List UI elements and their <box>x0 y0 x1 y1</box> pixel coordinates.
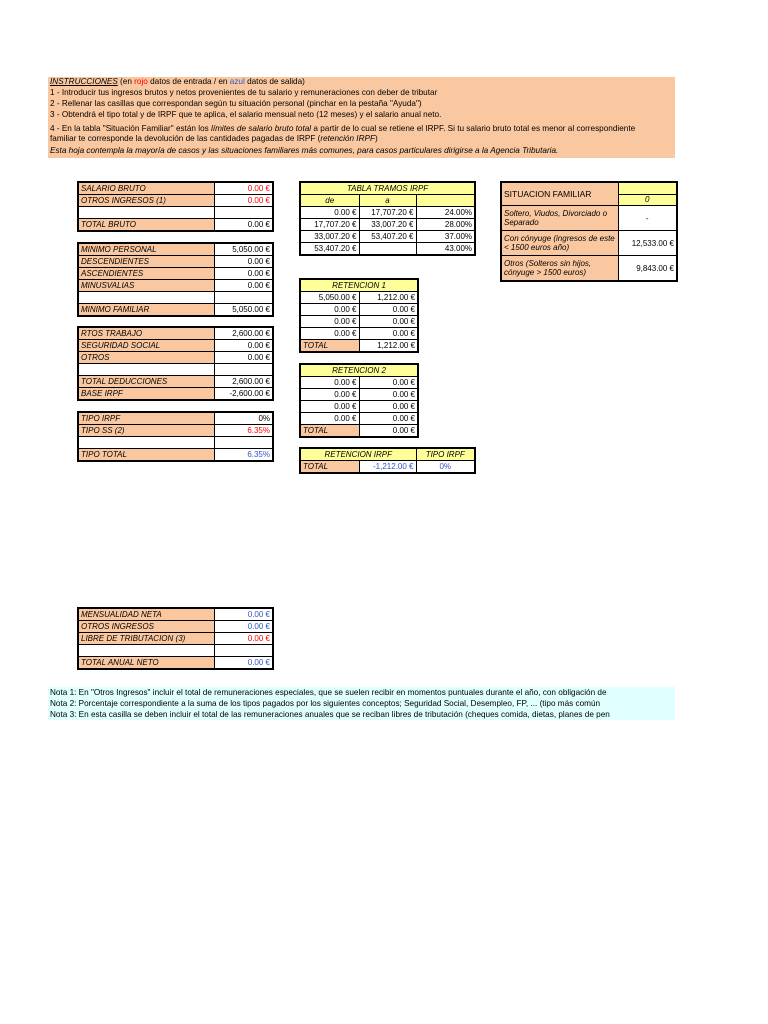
blank-cell[interactable] <box>214 645 273 657</box>
tramo-a <box>359 243 416 256</box>
instruction-4-emphasis: límites de salario bruto total <box>211 124 312 133</box>
retencion-1-table <box>299 278 419 353</box>
retencion-irpf-total-value: -1,212.00 € <box>359 461 416 474</box>
blank-cell[interactable] <box>78 364 214 376</box>
libre-tributacion-input[interactable]: 0.00 € <box>214 633 273 645</box>
retencion-irpf-table <box>299 447 476 474</box>
minimo-familiar-label: MINIMO FAMILIAR <box>78 304 214 317</box>
tipo-ss-label: TIPO SS (2) <box>78 425 214 437</box>
tramo-a: 17,707.20 € <box>359 207 416 219</box>
neto-otros-ingresos-value: 0.00 € <box>214 621 273 633</box>
table-row <box>300 389 418 401</box>
descendientes-label: DESCENDIENTES <box>78 256 214 268</box>
table-row <box>78 243 273 256</box>
minimo-personal-value: 5,050.00 € <box>214 243 273 256</box>
table-row <box>78 425 273 437</box>
tipo-irpf-result: 0% <box>416 461 475 474</box>
instructions-panel <box>48 77 675 158</box>
minusvalias-value: 0.00 € <box>214 280 273 292</box>
table-row <box>300 219 475 231</box>
table-row <box>300 328 418 340</box>
retencion-1-title: RETENCION 1 <box>300 279 418 292</box>
instructions-text: datos de entrada / en <box>147 77 230 86</box>
table-row <box>78 449 273 462</box>
notes-panel <box>48 687 675 720</box>
instruction-5-emphasis: retención IRPF <box>320 134 375 143</box>
note-2: Nota 2: Porcentaje correspondiente a la suma de los tipos pagados por los siguientes conceptos; Seguridad Social, Desempleo, FP, ... (tipo más común <box>50 699 601 708</box>
table-row <box>78 437 273 449</box>
table-row <box>300 279 418 292</box>
blank-cell[interactable] <box>78 645 214 657</box>
table-row <box>501 182 677 194</box>
retencion-1-amount: 0.00 € <box>359 304 418 316</box>
retencion-2-amount: 0.00 € <box>359 401 418 413</box>
instruction-6: Esta hoja contempla la mayoría de casos y las situaciones familiares más comunes, para casos particulares dirigirse a la Agencia Tributaria. <box>50 146 559 155</box>
table-row <box>300 304 418 316</box>
minusvalias-label: MINUSVALIAS <box>78 280 214 292</box>
otros-ingresos-label: OTROS INGRESOS (1) <box>78 195 214 207</box>
retencion-2-title: RETENCION 2 <box>300 364 418 377</box>
instruction-5 <box>50 134 378 144</box>
note-3: Nota 3: En esta casilla se deben incluir el total de las remuneraciones anuales que se reciban libres de tributación (cheques comida, dietas, planes de pen <box>50 710 610 719</box>
table-row <box>300 207 475 219</box>
retencion-2-base: 0.00 € <box>300 389 359 401</box>
neto-table <box>77 607 274 670</box>
retencion-1-base: 5,050.00 € <box>300 292 359 304</box>
tramo-de: 33,007.20 € <box>300 231 359 243</box>
blank-cell[interactable] <box>214 207 273 219</box>
blank-cell[interactable] <box>78 437 214 449</box>
total-bruto-value: 0.00 € <box>214 219 273 232</box>
rtos-trabajo-label: RTOS TRABAJO <box>78 327 214 340</box>
table-row <box>78 388 273 401</box>
red-legend: rojo <box>134 77 148 86</box>
retencion-2-base: 0.00 € <box>300 377 359 389</box>
situacion-familiar-title: SITUACION FAMILIAR <box>501 182 618 206</box>
instruction-5-text: ) <box>374 134 378 143</box>
tipos-table <box>77 411 274 462</box>
minimo-table <box>77 242 274 317</box>
situacion-familiar-table <box>500 181 678 282</box>
tipo-total-value: 6.35% <box>214 449 273 462</box>
note-1: Nota 1: En "Otros Ingresos" incluir el total de remuneraciones especiales, que se suelen recibir en momentos puntuales durante el año, con obligación de <box>50 688 607 697</box>
salario-bruto-label: SALARIO BRUTO <box>78 182 214 195</box>
tramos-title: TABLA TRAMOS IRPF <box>300 182 475 195</box>
retencion-1-total-value: 1,212.00 € <box>359 340 418 353</box>
retencion-1-amount: 0.00 € <box>359 328 418 340</box>
col-de-header: de <box>300 195 359 207</box>
table-row <box>300 448 475 461</box>
situacion-value: - <box>618 206 677 231</box>
retencion-1-base: 0.00 € <box>300 316 359 328</box>
seguridad-social-value: 0.00 € <box>214 340 273 352</box>
retencion-2-amount: 0.00 € <box>359 377 418 389</box>
total-bruto-label: TOTAL BRUTO <box>78 219 214 232</box>
table-row <box>78 256 273 268</box>
table-row <box>300 425 418 438</box>
blank-cell[interactable] <box>214 292 273 304</box>
table-row <box>78 621 273 633</box>
table-row <box>501 206 677 231</box>
instruction-4-text: 4 - En la tabla "Situación Familiar" están los <box>50 124 211 133</box>
retencion-2-base: 0.00 € <box>300 413 359 425</box>
table-row <box>300 316 418 328</box>
table-row <box>78 195 273 207</box>
table-row <box>78 304 273 317</box>
blue-legend: azul <box>229 77 245 86</box>
instruction-4 <box>50 124 635 134</box>
total-deducciones-value: 2,600.00 € <box>214 376 273 388</box>
retencion-1-amount: 0.00 € <box>359 316 418 328</box>
mensualidad-neta-value: 0.00 € <box>214 608 273 621</box>
table-row <box>300 292 418 304</box>
table-row <box>300 377 418 389</box>
table-row <box>78 292 273 304</box>
tipo-irpf-title: TIPO IRPF <box>416 448 475 461</box>
tramo-pct: 43.00% <box>416 243 475 256</box>
retencion-irpf-total-label: TOTAL <box>300 461 359 474</box>
tramo-a: 53,407.20 € <box>359 231 416 243</box>
neto-otros-ingresos-label: OTROS INGRESOS <box>78 621 214 633</box>
tramo-de: 0.00 € <box>300 207 359 219</box>
situacion-label: Otros (Solteros sin hijos, cónyuge > 1500 euros) <box>501 256 618 282</box>
table-row <box>501 231 677 256</box>
instructions-title-line <box>50 77 305 87</box>
col-pct-header <box>416 195 475 207</box>
table-row <box>78 219 273 232</box>
table-row <box>78 645 273 657</box>
libre-tributacion-label: LIBRE DE TRIBUTACION (3) <box>78 633 214 645</box>
table-row <box>78 412 273 425</box>
seguridad-social-label: SEGURIDAD SOCIAL <box>78 340 214 352</box>
instruction-3: 3 - Obtendrá el tipo total y de IRPF que te aplica, el salario mensual neto (12 meses) y el salario anual neto. <box>50 110 442 119</box>
salario-bruto-input[interactable]: 0.00 € <box>214 182 273 195</box>
blank-cell[interactable] <box>78 292 214 304</box>
retencion-1-amount: 1,212.00 € <box>359 292 418 304</box>
instructions-text: (en <box>117 77 135 86</box>
table-row <box>78 268 273 280</box>
rtos-trabajo-value: 2,600.00 € <box>214 327 273 340</box>
instruction-5-text: familiar te corresponde la devolución de las cantidades pagadas de IRPF ( <box>50 134 321 143</box>
instructions-title: INSTRUCCIONES <box>50 77 118 86</box>
table-row <box>78 376 273 388</box>
minimo-familiar-value: 5,050.00 € <box>214 304 273 317</box>
otros-value: 0.00 € <box>214 352 273 364</box>
table-row <box>300 231 475 243</box>
total-anual-neto-label: TOTAL ANUAL NETO <box>78 657 214 670</box>
tipo-ss-input[interactable]: 6.35% <box>214 425 273 437</box>
tramo-pct: 24.00% <box>416 207 475 219</box>
ascendientes-label: ASCENDIENTES <box>78 268 214 280</box>
table-row <box>78 327 273 340</box>
table-row <box>300 182 475 195</box>
retencion-1-total-label: TOTAL <box>300 340 359 353</box>
tramo-pct: 28.00% <box>416 219 475 231</box>
table-row <box>501 256 677 282</box>
otros-ingresos-input[interactable]: 0.00 € <box>214 195 273 207</box>
descendientes-value: 0.00 € <box>214 256 273 268</box>
salary-table <box>77 181 274 232</box>
table-row <box>78 340 273 352</box>
ascendientes-value: 0.00 € <box>214 268 273 280</box>
tramo-de: 53,407.20 € <box>300 243 359 256</box>
retencion-2-table <box>299 363 419 438</box>
retencion-irpf-title: RETENCION IRPF <box>300 448 416 461</box>
mensualidad-neta-label: MENSUALIDAD NETA <box>78 608 214 621</box>
total-anual-neto-value: 0.00 € <box>214 657 273 670</box>
total-deducciones-label: TOTAL DEDUCCIONES <box>78 376 214 388</box>
base-irpf-label: BASE IRPF <box>78 388 214 401</box>
tramo-de: 17,707.20 € <box>300 219 359 231</box>
tipo-irpf-value: 0% <box>214 412 273 425</box>
table-row <box>78 608 273 621</box>
table-row <box>300 195 475 207</box>
table-row <box>78 364 273 376</box>
tipo-total-label: TIPO TOTAL <box>78 449 214 462</box>
table-row <box>78 352 273 364</box>
retencion-2-amount: 0.00 € <box>359 413 418 425</box>
retencion-2-amount: 0.00 € <box>359 389 418 401</box>
table-row <box>300 364 418 377</box>
retencion-2-total-label: TOTAL <box>300 425 359 438</box>
tipo-irpf-label: TIPO IRPF <box>78 412 214 425</box>
otros-label: OTROS <box>78 352 214 364</box>
situacion-col-header: 0 <box>618 194 677 205</box>
minimo-personal-label: MINIMO PERSONAL <box>78 243 214 256</box>
situacion-header-blank <box>618 182 677 194</box>
situacion-value: 9,843.00 € <box>618 256 677 282</box>
table-row <box>78 657 273 670</box>
retencion-1-base: 0.00 € <box>300 304 359 316</box>
blank-cell[interactable] <box>78 207 214 219</box>
table-row <box>300 243 475 256</box>
tramo-pct: 37.00% <box>416 231 475 243</box>
table-row <box>78 182 273 195</box>
table-row <box>300 461 475 474</box>
table-row <box>300 340 418 353</box>
situacion-label: Soltero, Viudos, Divorciado o Separado <box>501 206 618 231</box>
tramos-table <box>299 181 476 256</box>
instructions-text: datos de salida) <box>244 77 305 86</box>
situacion-label: Con cónyuge (ingresos de este < 1500 euros año) <box>501 231 618 256</box>
table-row <box>78 207 273 219</box>
table-row <box>300 401 418 413</box>
situacion-value: 12,533.00 € <box>618 231 677 256</box>
instruction-1: 1 - Introducir tus ingresos brutos y netos provenientes de tu salario y remuneraciones con deber de tributar <box>50 88 438 97</box>
retencion-2-base: 0.00 € <box>300 401 359 413</box>
table-row <box>78 633 273 645</box>
blank-cell[interactable] <box>214 364 273 376</box>
table-row <box>300 413 418 425</box>
deducciones-table <box>77 326 274 401</box>
table-row <box>78 280 273 292</box>
base-irpf-value: -2,600.00 € <box>214 388 273 401</box>
blank-cell[interactable] <box>214 437 273 449</box>
instruction-4-text: a partir de lo cual se retiene el IRPF. Si tu salario bruto total es menor al correspondiente <box>311 124 636 133</box>
retencion-2-total-value: 0.00 € <box>359 425 418 438</box>
tramo-a: 33,007.20 € <box>359 219 416 231</box>
col-a-header: a <box>359 195 416 207</box>
instruction-2: 2 - Rellenar las casillas que correspondan según tu situación personal (pinchar en la pestaña "Ayuda") <box>50 99 422 108</box>
retencion-1-base: 0.00 € <box>300 328 359 340</box>
